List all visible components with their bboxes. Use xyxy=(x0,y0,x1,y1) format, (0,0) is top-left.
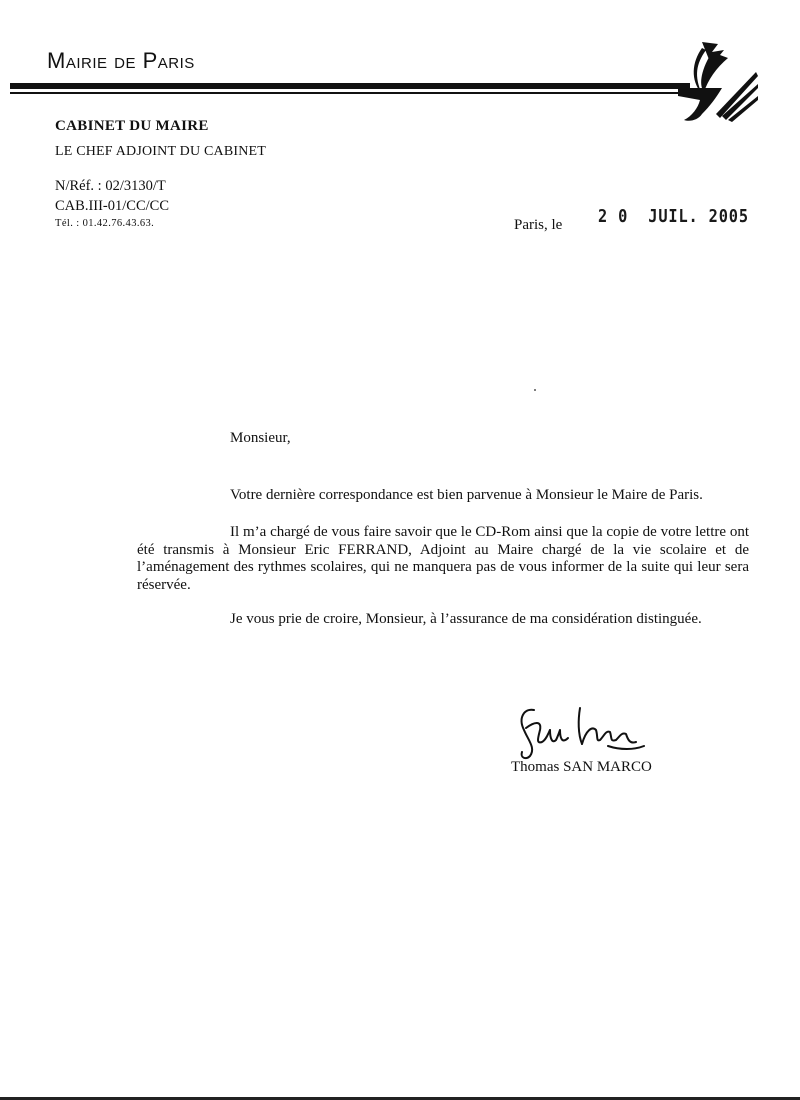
cabinet-subtitle: LE CHEF ADJOINT DU CABINET xyxy=(55,144,267,159)
mairie-de-paris-ship-logo-icon xyxy=(672,40,760,124)
paragraph-1: Votre dernière correspondance est bien parvenue à Monsieur le Maire de Paris. xyxy=(230,487,703,503)
dateline-place: Paris, le xyxy=(514,217,563,233)
date-stamp: 2 0 JUIL. 2005 xyxy=(598,206,749,227)
reference-block xyxy=(55,176,169,232)
signer-name: Thomas SAN MARCO xyxy=(511,759,652,775)
header-rule-thin xyxy=(10,92,690,94)
header-rule-thick xyxy=(10,83,690,89)
scan-speck xyxy=(534,389,536,391)
cabinet-title: CABINET DU MAIRE xyxy=(55,118,209,134)
organization-title: Mairie de Paris xyxy=(47,48,195,73)
salutation: Monsieur, xyxy=(230,430,291,446)
telephone-line: Tél. : 01.42.76.43.63. xyxy=(55,218,155,229)
paragraph-2: Il m’a chargé de vous faire savoir que le CD-Rom ainsi que la copie de votre lettre ont été transmis à Monsieur Eric FERRAND, Adjoint au Maire chargé de la vie scolaire et de l’aménagement des rythmes scolaires, qui ne manquera pas de vous informer de la suite qui leur sera réservée. xyxy=(137,524,749,593)
paragraph-3: Je vous prie de croire, Monsieur, à l’assurance de ma considération distinguée. xyxy=(230,611,702,627)
reference-code: CAB.III-01/CC/CC xyxy=(55,198,169,214)
reference-number: N/Réf. : 02/3130/T xyxy=(55,178,166,194)
handwritten-signature xyxy=(512,700,652,764)
